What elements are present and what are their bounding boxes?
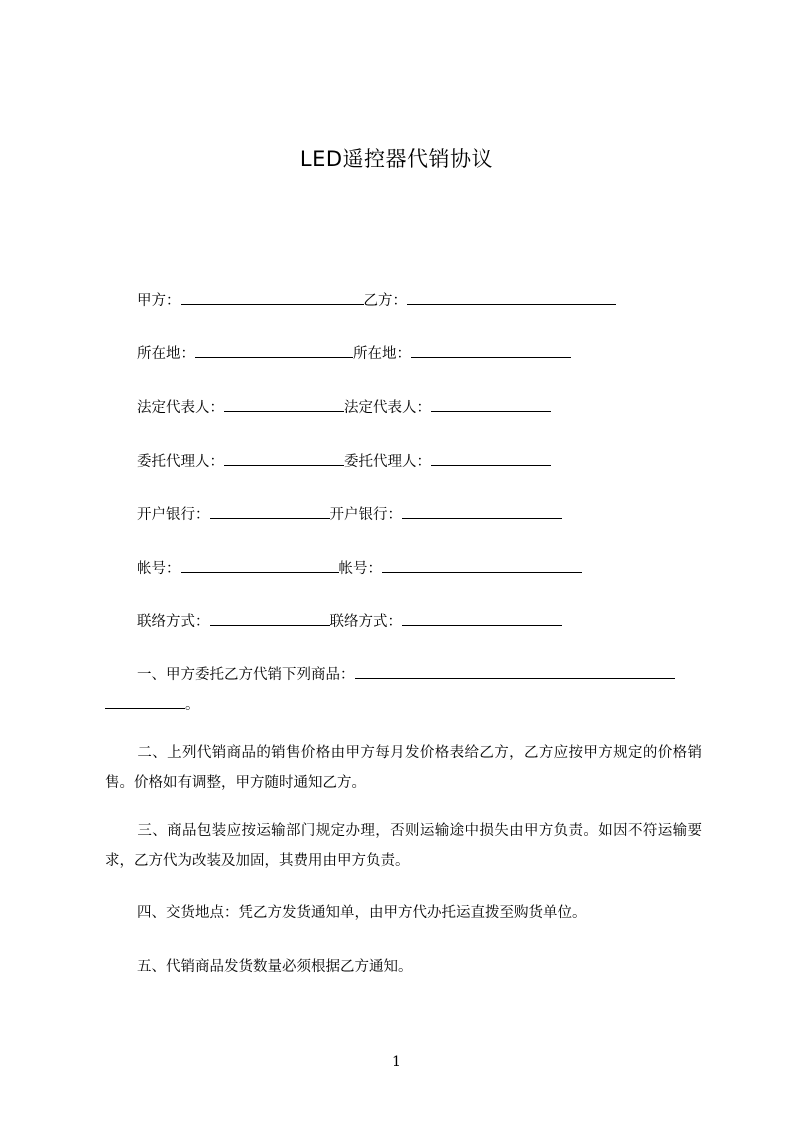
- party-b-agent-blank: [431, 451, 551, 466]
- party-b-bank-label: 开户银行：: [329, 507, 402, 523]
- clause-1-line-1: [105, 660, 702, 690]
- clause-1: [105, 660, 702, 720]
- party-row-contact: [137, 611, 562, 633]
- party-a-contact-label: 联络方式：: [137, 614, 210, 630]
- party-row-account: [137, 558, 582, 580]
- party-row-legal-rep: [137, 397, 551, 419]
- party-a-contact-blank: [210, 611, 330, 626]
- party-b-bank-blank: [402, 504, 562, 519]
- clause-2-text: 二、上列代销商品的销售价格由甲方每月发价格表给乙方，乙方应按甲方规定的价格销售。价格如有调整，甲方随时通知乙方。: [105, 745, 702, 791]
- party-b-label: 乙方：: [363, 293, 407, 309]
- clause-4: [105, 898, 702, 928]
- party-row-bank: [137, 504, 562, 526]
- page-number: 1: [392, 1054, 401, 1070]
- party-a-bank-blank: [210, 504, 330, 519]
- party-b-address-label: 所在地：: [353, 346, 411, 362]
- party-a-label: 甲方：: [137, 293, 181, 309]
- party-b-name-blank: [407, 290, 616, 305]
- party-row-address: [137, 343, 571, 365]
- party-b-address-blank: [411, 343, 571, 358]
- party-b-contact-blank: [402, 611, 562, 626]
- clause-5-text: 五、代销商品发货数量必须根据乙方通知。: [137, 959, 413, 975]
- party-b-account-blank: [382, 558, 582, 573]
- party-row-agent: [137, 451, 551, 473]
- clause-3: [105, 816, 702, 876]
- clause-3-text: 三、商品包装应按运输部门规定办理，否则运输途中损失由甲方负责。如因不符运输要求，乙方代为改装及加固，其费用由甲方负责。: [105, 823, 702, 869]
- party-a-address-blank: [195, 343, 353, 358]
- clause-4-text: 四、交货地点：凭乙方发货通知单，由甲方代办托运直拨至购货单位。: [137, 905, 587, 921]
- party-b-legal-rep-label: 法定代表人：: [344, 400, 431, 416]
- party-b-agent-label: 委托代理人：: [344, 454, 431, 470]
- clause-1-text: 一、甲方委托乙方代销下列商品：: [137, 667, 355, 683]
- party-a-legal-rep-label: 法定代表人：: [137, 400, 224, 416]
- party-a-address-label: 所在地：: [137, 346, 195, 362]
- party-a-agent-blank: [224, 451, 344, 466]
- clause-2: [105, 738, 702, 798]
- party-row-name: [137, 290, 616, 312]
- party-a-agent-label: 委托代理人：: [137, 454, 224, 470]
- party-b-contact-label: 联络方式：: [329, 614, 402, 630]
- clause-1-blank-b: [105, 694, 185, 709]
- party-a-account-blank: [181, 558, 339, 573]
- party-a-bank-label: 开户银行：: [137, 507, 210, 523]
- clause-5: [105, 952, 702, 982]
- document-title: LED遥控器代销协议: [299, 147, 494, 171]
- clause-1-line-2: [105, 690, 702, 720]
- party-b-account-label: 帐号：: [338, 561, 382, 577]
- party-a-name-blank: [181, 290, 364, 305]
- clause-1-tail: 。: [185, 697, 200, 713]
- clause-1-blank-a: [355, 664, 675, 679]
- party-a-account-label: 帐号：: [137, 561, 181, 577]
- party-b-legal-rep-blank: [431, 397, 551, 412]
- party-a-legal-rep-blank: [224, 397, 344, 412]
